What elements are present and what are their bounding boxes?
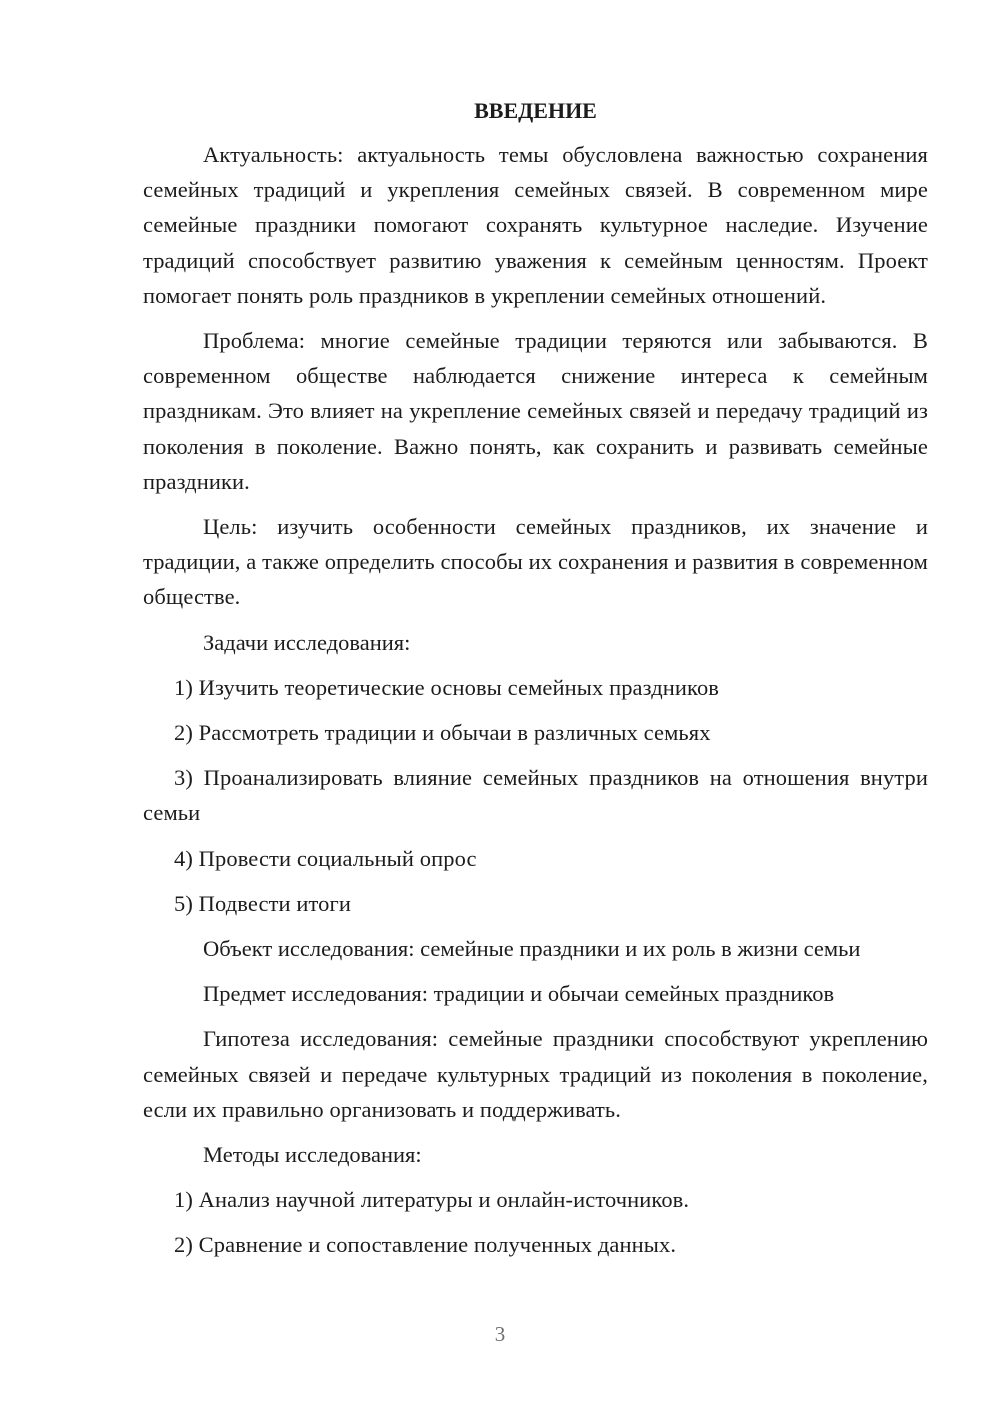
method-item: 1) Анализ научной литературы и онлайн-источников. bbox=[174, 1187, 690, 1213]
task-item: 2) Рассмотреть традиции и обычаи в различных семьях bbox=[174, 720, 711, 746]
methods-heading: Методы исследования: bbox=[203, 1142, 422, 1168]
hypothesis-paragraph: Гипотеза исследования: семейные праздники способствуют укреплению семейных связей и передаче культурных традиций из поколения в поколение, если их правильно организовать и поддерживать. bbox=[143, 1026, 928, 1122]
tasks-list bbox=[143, 670, 928, 921]
document-page bbox=[143, 94, 928, 1263]
task-item: 1) Изучить теоретические основы семейных праздников bbox=[174, 674, 720, 700]
goal-paragraph: Цель: изучить особенности семейных праздников, их значение и традиции, а также определить способы их сохранения и развития в современном обществе. bbox=[143, 514, 928, 610]
methods-list bbox=[143, 1182, 928, 1262]
problem-paragraph: Проблема: многие семейные традиции теряются или забываются. В современном обществе наблюдается снижение интереса к семейным праздникам. Это влияет на укрепление семейных связей и передачу традиций из поколения в поколение. Важно понять, как сохранить и развивать семейные праздники. bbox=[143, 328, 928, 494]
subject-line: Предмет исследования: традиции и обычаи семейных праздников bbox=[203, 981, 835, 1007]
task-item: 4) Провести социальный опрос bbox=[174, 845, 477, 871]
page-number: 3 bbox=[494, 1322, 506, 1346]
method-item: 2) Сравнение и сопоставление полученных данных. bbox=[174, 1232, 677, 1258]
object-line: Объект исследования: семейные праздники и их роль в жизни семьи bbox=[203, 936, 861, 962]
page-title: ВВЕДЕНИЕ bbox=[474, 98, 597, 123]
task-item: 3) Проанализировать влияние семейных праздников на отношения внутри семьи bbox=[143, 765, 928, 826]
relevance-paragraph: Актуальность: актуальность темы обусловлена важностью сохранения семейных традиций и укрепления семейных связей. В современном мире семейные праздники помогают сохранять культурное наследие. Изучение традиций способствует развитию уважения к семейным ценностям. Проект помогает понять роль праздников в укреплении семейных отношений. bbox=[143, 142, 928, 308]
tasks-heading: Задачи исследования: bbox=[203, 629, 411, 655]
task-item: 5) Подвести итоги bbox=[174, 890, 351, 916]
